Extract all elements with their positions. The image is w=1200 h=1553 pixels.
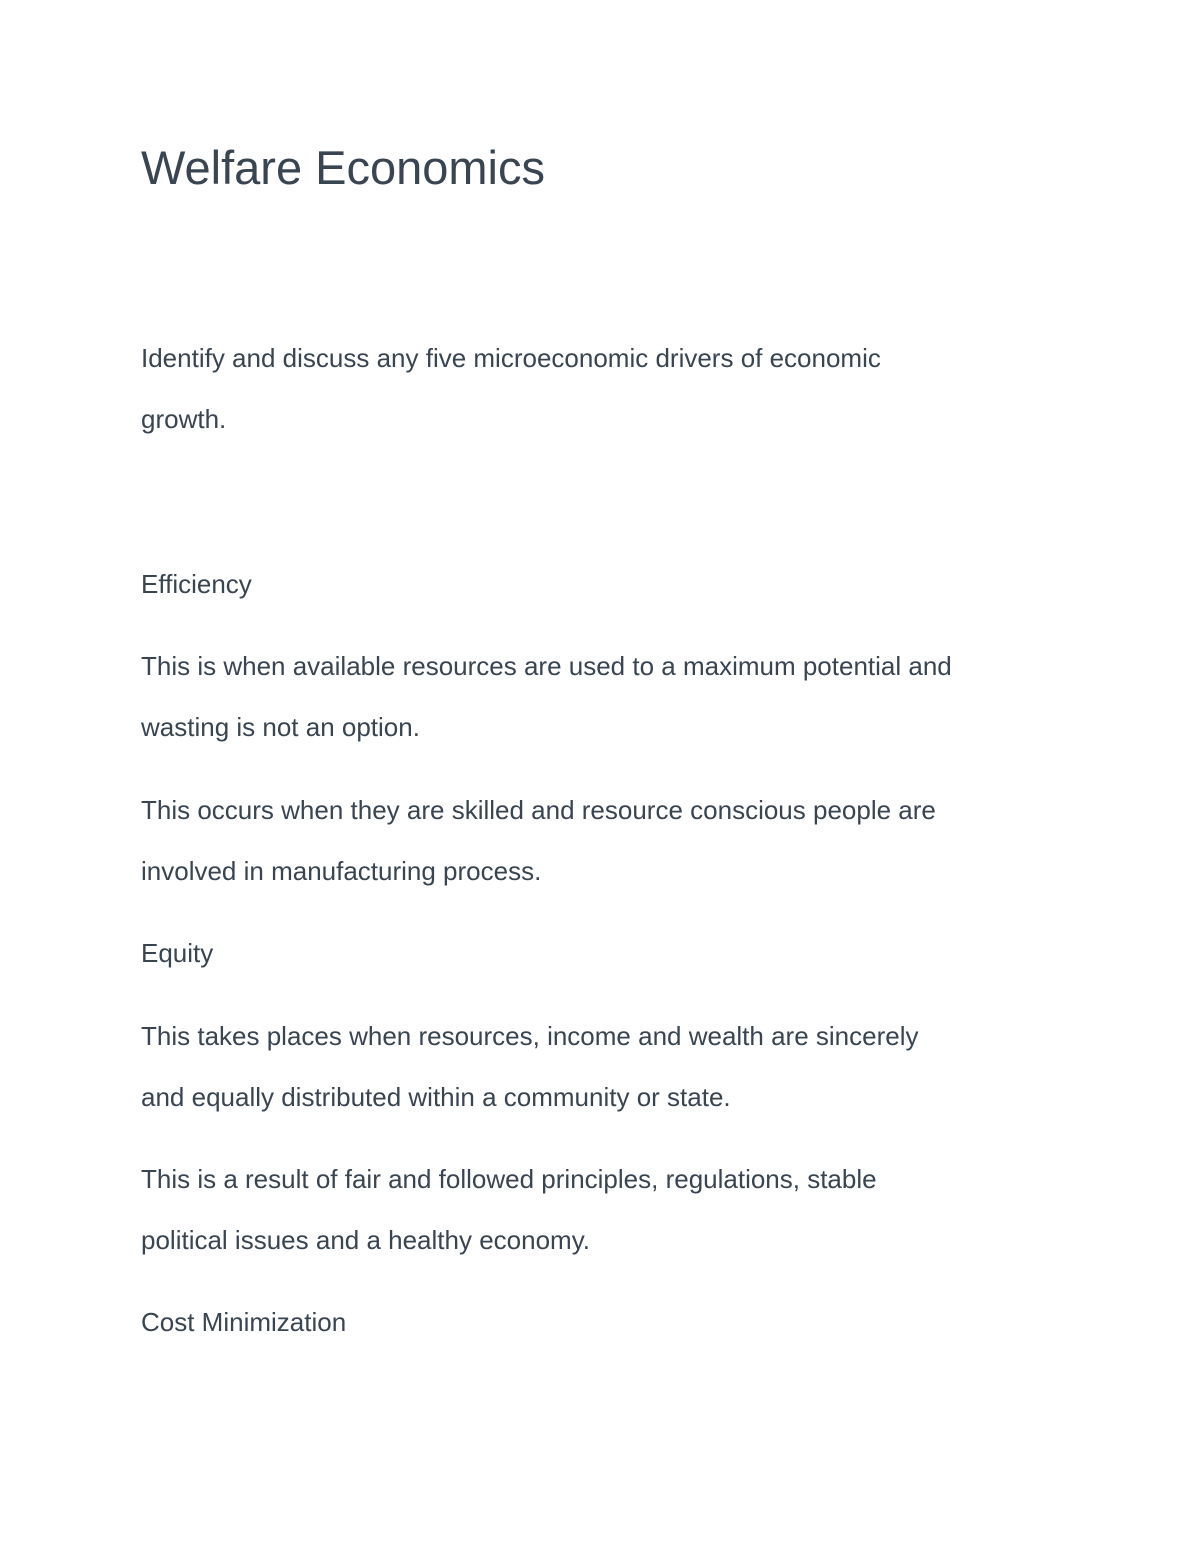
heading-efficiency: Efficiency xyxy=(141,569,252,599)
efficiency-paragraph-1-line-1: This is when available resources are used to a maximum potential and xyxy=(141,651,952,681)
efficiency-paragraph-2-line-1: This occurs when they are skilled and resource conscious people are xyxy=(141,795,936,825)
heading-equity: Equity xyxy=(141,938,214,968)
efficiency-paragraph-1-line-2: wasting is not an option. xyxy=(141,712,420,742)
efficiency-paragraph-2-line-2: involved in manufacturing process. xyxy=(141,856,542,886)
document-title: Welfare Economics xyxy=(141,141,545,194)
equity-paragraph-2-line-1: This is a result of fair and followed principles, regulations, stable xyxy=(141,1164,877,1194)
heading-cost-minimization: Cost Minimization xyxy=(141,1307,347,1337)
equity-paragraph-1-line-2: and equally distributed within a community or state. xyxy=(141,1082,731,1112)
equity-paragraph-1-line-1: This takes places when resources, income and wealth are sincerely xyxy=(141,1021,919,1051)
equity-paragraph-2-line-2: political issues and a healthy economy. xyxy=(141,1225,590,1255)
question-line-2: growth. xyxy=(141,404,227,434)
question-line-1: Identify and discuss any five microeconomic drivers of economic xyxy=(141,343,881,373)
